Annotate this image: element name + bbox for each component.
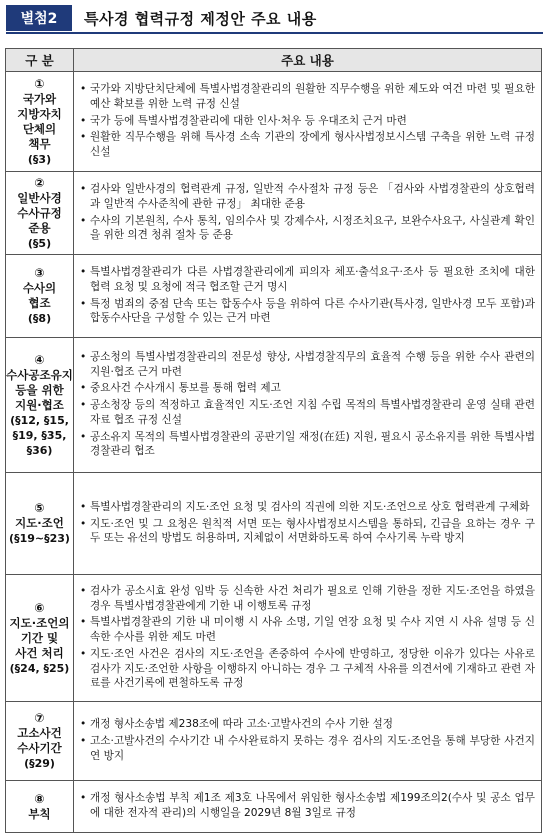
table-row [6,473,542,575]
list-item: • 중요사건 수사개시 통보를 통해 협력 제고 [78,381,535,396]
category-number: ⑦ [34,711,45,725]
content-cell [74,781,542,833]
table-row [6,575,542,702]
table-row [6,781,542,833]
table-row [6,72,542,172]
category-cell [6,338,74,473]
list-item: • 공소청의 특별사법경찰관리의 전문성 향상, 사법경찰직무의 효율적 수행 등을 위한 수사 관련의 지원·협조 근거 마련 [78,350,535,380]
list-item: • 공소청장 등의 적정하고 효율적인 지도·조언 지침 수립 목적의 특별사법경찰관리 운영 실태 관련 자료 협조 규정 신설 [78,398,535,428]
category-cell [6,702,74,781]
content-list [78,500,535,546]
list-item: • 공소유지 목적의 특별사법경찰관의 공판기일 재정(在廷) 지원, 필요시 공소유지를 위한 특별사법경찰관리 협조 [78,430,535,460]
category-label: 일반사경 수사규정 준용 [17,190,62,235]
content-list [78,584,535,692]
list-item: • 특정 범죄의 중점 단속 또는 합동수사 등을 위하여 다른 수사기관(특사경, 일반사경 모두 포함)과 합동수사단을 구성할 수 있는 근거 마련 [78,297,535,327]
list-item: • 검사가 공소시효 완성 임박 등 신속한 사건 처리가 필요로 인해 기한을 정한 지도·조언을 하였을 경우 특별사법경찰관에게 기한 내 이행토록 규정 [78,584,535,614]
table-row [6,338,542,473]
category-number: ② [34,175,45,190]
content-list [78,182,535,243]
category-section-ref: (§5) [27,236,52,250]
category-section-ref: (§12, §15, §19, §35, §36) [10,413,69,457]
attachment-badge: 별첨2 [6,5,72,31]
list-item: • 특별사법경찰관리가 다른 사법경찰관리에게 피의자 체포·출석요구·조사 등 필요한 조치에 대한 협력 요청 및 요청에 적극 협조할 근거 명시 [78,265,535,295]
list-item: • 고소·고발사건의 수사기간 내 수사완료하지 못하는 경우 검사의 지도·조언을 통해 부당한 사건지연 방지 [78,734,535,764]
category-cell [6,172,74,255]
category-cell [6,575,74,702]
category-label: 국가와 지방자치 단체의 책무 [17,91,62,151]
list-item: • 국가 등에 특별사법경찰관리에 대한 인사·처우 등 우대조치 근거 마련 [78,114,535,129]
table-row [6,255,542,338]
category-cell [6,781,74,833]
column-header-content: 주요 내용 [74,49,542,72]
category-cell [6,473,74,575]
category-number: ① [34,76,45,91]
category-number: ⑧ [34,791,45,806]
category-number: ⑥ [34,600,45,615]
content-cell [74,255,542,338]
category-label: 수사공조유지 등을 위한 지원·협조 [6,367,73,412]
category-section-ref: (§24, §25) [9,661,70,675]
category-label: 고소사건 수사기간 [17,726,62,755]
category-section-ref: (§3) [27,152,52,166]
category-section-ref: (§19~§23) [9,532,70,545]
category-label: 지도·조언의 기간 및 사건 처리 [9,615,70,660]
content-cell [74,338,542,473]
header-underline [6,32,543,34]
list-item: • 특별사법경찰관의 기한 내 미이행 시 사유 소명, 기일 연장 요청 및 수사 지연 시 사유 설명 등 신속한 수사를 위한 제도 마련 [78,615,535,645]
content-cell [74,172,542,255]
table-row [6,702,542,781]
category-label: 수사의 협조 [22,281,57,310]
content-list [78,265,535,326]
list-item: • 특별사법경찰관리의 지도·조언 요청 및 검사의 직권에 의한 지도·조언으로 상호 협력관계 구체화 [78,500,535,515]
table-row [6,172,542,255]
category-label: 부칙 [28,806,51,821]
table-header-row [6,49,542,72]
list-item: • 검사와 일반사경의 협력관계 규정, 일반적 수사절차 규정 등은 「검사와 사법경찰관의 상호협력과 일반적 수사준칙에 관한 규정」 최대한 준용 [78,182,535,212]
content-list [78,82,535,160]
content-cell [74,702,542,781]
list-item: • 개정 형사소송법 부칙 제1조 제3호 나목에서 위임한 형사소송법 제199조의2(수사 및 공소 업무에 대한 전자적 관리)의 시행일을 2029년 8월 3일로 규정 [78,791,535,821]
list-item: • 개정 형사소송법 제238조에 따라 고소·고발사건의 수사 기한 설정 [78,717,535,732]
page-header [6,4,543,32]
list-item: • 원활한 직무수행을 위해 특사경 소속 기관의 장에게 형사사법정보시스템 구축을 위한 노력 규정 신설 [78,130,535,160]
column-header-category: 구 분 [6,49,74,72]
content-cell [74,72,542,172]
category-number: ⑤ [34,501,45,515]
list-item: • 지도·조언 사건은 검사의 지도·조언을 존중하여 수사에 반영하고, 정당한 이유가 있다는 사유로 검사가 지도·조언한 사항을 이행하지 아니하는 경우 그 구체적 사유를 의견서에 기재하고 관련 자료를 사건기록에 편철하도록 규정 [78,647,535,691]
content-cell [74,473,542,575]
list-item: • 수사의 기본원칙, 수사 통칙, 임의수사 및 강제수사, 시정조치요구, 보완수사요구, 사실관계 확인을 위한 의견 청취 절차 등 준용 [78,214,535,244]
content-list [78,717,535,763]
category-cell [6,72,74,172]
content-cell [74,575,542,702]
list-item: • 국가와 지방단치단체에 특별사법경찰관리의 원활한 직무수행을 위한 제도와 여건 마련 및 필요한 예산 확보를 위한 노력 규정 신설 [78,82,535,112]
page-title: 특사경 협력규정 제정안 주요 내용 [84,9,317,28]
category-section-ref: (§8) [27,312,52,325]
list-item: • 지도·조언 및 그 요청은 원칙적 서면 또는 형사사법정보시스템을 통하되, 긴급을 요하는 경우 구두 또는 유선의 방법도 허용하며, 지체없이 서면화하도록 하여 수사기록 누락 방지 [78,517,535,547]
category-number: ③ [34,266,45,280]
category-section-ref: (§29) [24,757,55,770]
content-list [78,350,535,460]
content-list [78,791,535,821]
category-label: 지도·조언 [15,516,64,530]
category-number: ④ [34,352,45,367]
summary-table [5,48,542,833]
category-cell [6,255,74,338]
